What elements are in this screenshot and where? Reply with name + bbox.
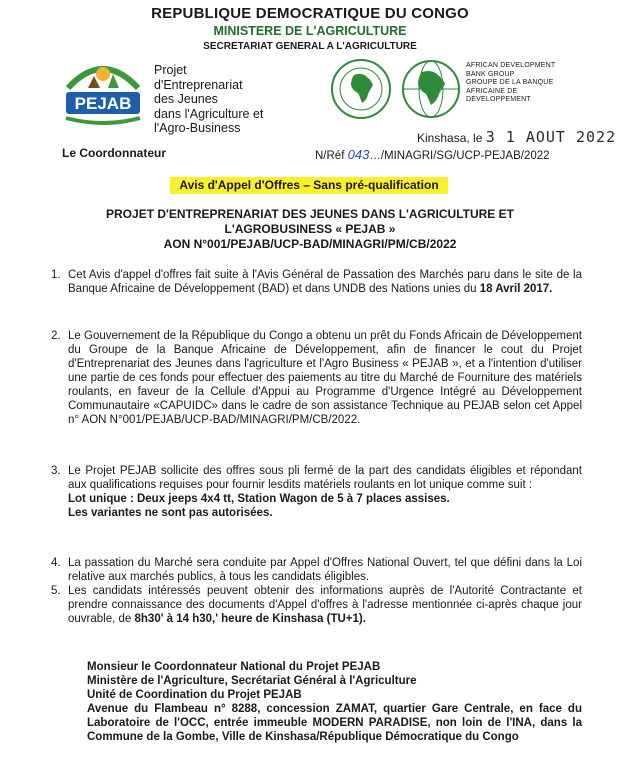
notice-banner: Avis d'Appel d'Offres – Sans pré-qualification (170, 177, 448, 194)
paragraph-text: Les candidats intéressés peuvent obtenir des informations auprès de l'Autorité Contractante et prendre connaissance des documents d'Appel d'offres à l'adresse mentionnée ci-après chaque jour ouvrable, de (68, 585, 582, 625)
afdb-globe (400, 58, 462, 120)
pejab-line: dans l'Agriculture et (154, 106, 264, 121)
svg-text:PEJAB: PEJAB (74, 94, 132, 113)
paragraph-number: 5. (51, 585, 61, 597)
paragraph-4 (51, 556, 582, 584)
afdb-line: AFRICAINE DE (466, 87, 518, 95)
header-republic: REPUBLIQUE DEMOCRATIQUE DU CONGO (151, 5, 469, 22)
pejab-line: des Jeunes (154, 92, 218, 106)
paragraph-number: 4. (51, 557, 61, 569)
reference-prefix: N/Réf (315, 150, 345, 162)
pejab-logo (58, 58, 148, 126)
header-ministry: MINISTERE DE L'AGRICULTURE (213, 24, 407, 38)
africa-globe-icon (400, 58, 462, 120)
paragraph-text: La passation du Marché sera conduite par Appel d'Offres National Ouvert, tel que défini dans la Loi relative aux marchés publics, à tous les candidats éligibles. (68, 557, 582, 583)
pejab-line: Projet (154, 63, 187, 77)
paragraph-bold: 18 Avril 2017. (479, 283, 553, 295)
afdb-line: DEVELOPPEMENT (466, 96, 531, 103)
afdb-seal-icon (330, 58, 392, 120)
address-line: Unité de Coordination du Projet PEJAB (87, 689, 302, 701)
paragraph-number: 2. (51, 330, 61, 342)
title-line: AON N°001/PEJAB/UCP-BAD/MINAGRI/PM/CB/2022 (163, 237, 457, 251)
address-line: Monsieur le Coordonnateur National du Projet PEJAB (87, 661, 381, 673)
title-line: L'AGROBUSINESS « PEJAB » (224, 222, 396, 236)
reference-suffix: …/MINAGRI/SG/UCP-PEJAB/2022 (369, 150, 550, 162)
paragraph-number: 3. (51, 465, 61, 477)
address-line: Ministère de l'Agriculture, Secrétariat Général à l'Agriculture (87, 675, 417, 687)
dateline-place: Kinshasa, le (417, 131, 483, 145)
paragraph-bold: 8h30' à 14 h30,' heure de Kinshasa (TU+1). (134, 613, 366, 625)
afdb-line: GROUPE DE LA BANQUE (466, 79, 554, 86)
afdb-line: BANK GROUP (466, 70, 515, 78)
address-line: Avenue du Flambeau n° 8288, concession ZAMAT, quartier Gare Centrale, en face du Laboratoire de l'OCC, entrée immeuble MODERN PARADISE, non loin de l'INA, dans la Commune de la Gombe, Ville de Kinshasa/République Démocratique du Congo (87, 703, 582, 743)
afdb-seal (330, 58, 392, 120)
lot-description: Lot unique : Deux jeeps 4x4 tt, Station Wagon de 5 à 7 places assises. (68, 493, 450, 505)
reference-handwritten: 043 (347, 147, 370, 162)
date-stamp: 3 1 AOUT 2022 (485, 128, 617, 146)
address-block (87, 660, 582, 744)
pejab-name (154, 63, 314, 136)
pejab-line: l'Agro-Business (154, 121, 241, 135)
paragraph-2 (51, 329, 582, 427)
pejab-logo-icon (58, 58, 148, 126)
paragraph-3 (51, 464, 582, 520)
paragraph-5 (51, 584, 582, 626)
title-line: PROJET D'ENTREPRENARIAT DES JEUNES DANS L'AGRICULTURE ET (106, 207, 514, 221)
afdb-name (466, 62, 606, 105)
paragraph-text: Cet Avis d'appel d'offres fait suite à l'Avis Général de Passation des Marchés paru dans le site de la Banque Africaine de Développement (BAD) et dans UNDB des Nations unies du (68, 269, 582, 295)
paragraph-text: Le Gouvernement de la République du Congo a obtenu un prêt du Fonds Africain de Développement du Groupe de la Banque Africaine de Développement, afin de financer le cout du Projet d'Entreprenariat des Jeunes dans l'agriculture et l'Agro Business « PEJAB », et a l'intention d'utiliser une partie de ces fonds pour effectuer des paiements au titre du Marché de Fourniture des matériels roulants, en faveur de la Cellule d'Appui au Programme d'Urgence Intégré au Développement Communautaire «CAPUIDC» dans le cadre de son assistance Technique au PEJAB selon cet Appel n° AON N°001/PEJAB/UCP-BAD/MINAGRI/PM/CB/2022. (68, 330, 582, 426)
paragraph-text: Le Projet PEJAB sollicite des offres sous pli fermé de la part des candidats éligibles et répondant aux qualifications requises pour fournir lesdits matériels roulants en lot unique comme suit : (68, 465, 582, 491)
dateline (417, 128, 616, 146)
coordinator-label: Le Coordonnateur (62, 146, 166, 160)
variants-note: Les variantes ne sont pas autorisées. (68, 507, 273, 519)
pejab-line: d'Entreprenariat (154, 77, 243, 92)
afdb-line: AFRICAN DEVELOPMENT (466, 62, 556, 69)
header-secretariat: SECRETARIAT GENERAL A L'AGRICULTURE (203, 41, 417, 52)
paragraph-1 (51, 268, 582, 296)
paragraph-number: 1. (51, 269, 61, 281)
reference-line (315, 147, 550, 162)
document-title (70, 207, 550, 252)
